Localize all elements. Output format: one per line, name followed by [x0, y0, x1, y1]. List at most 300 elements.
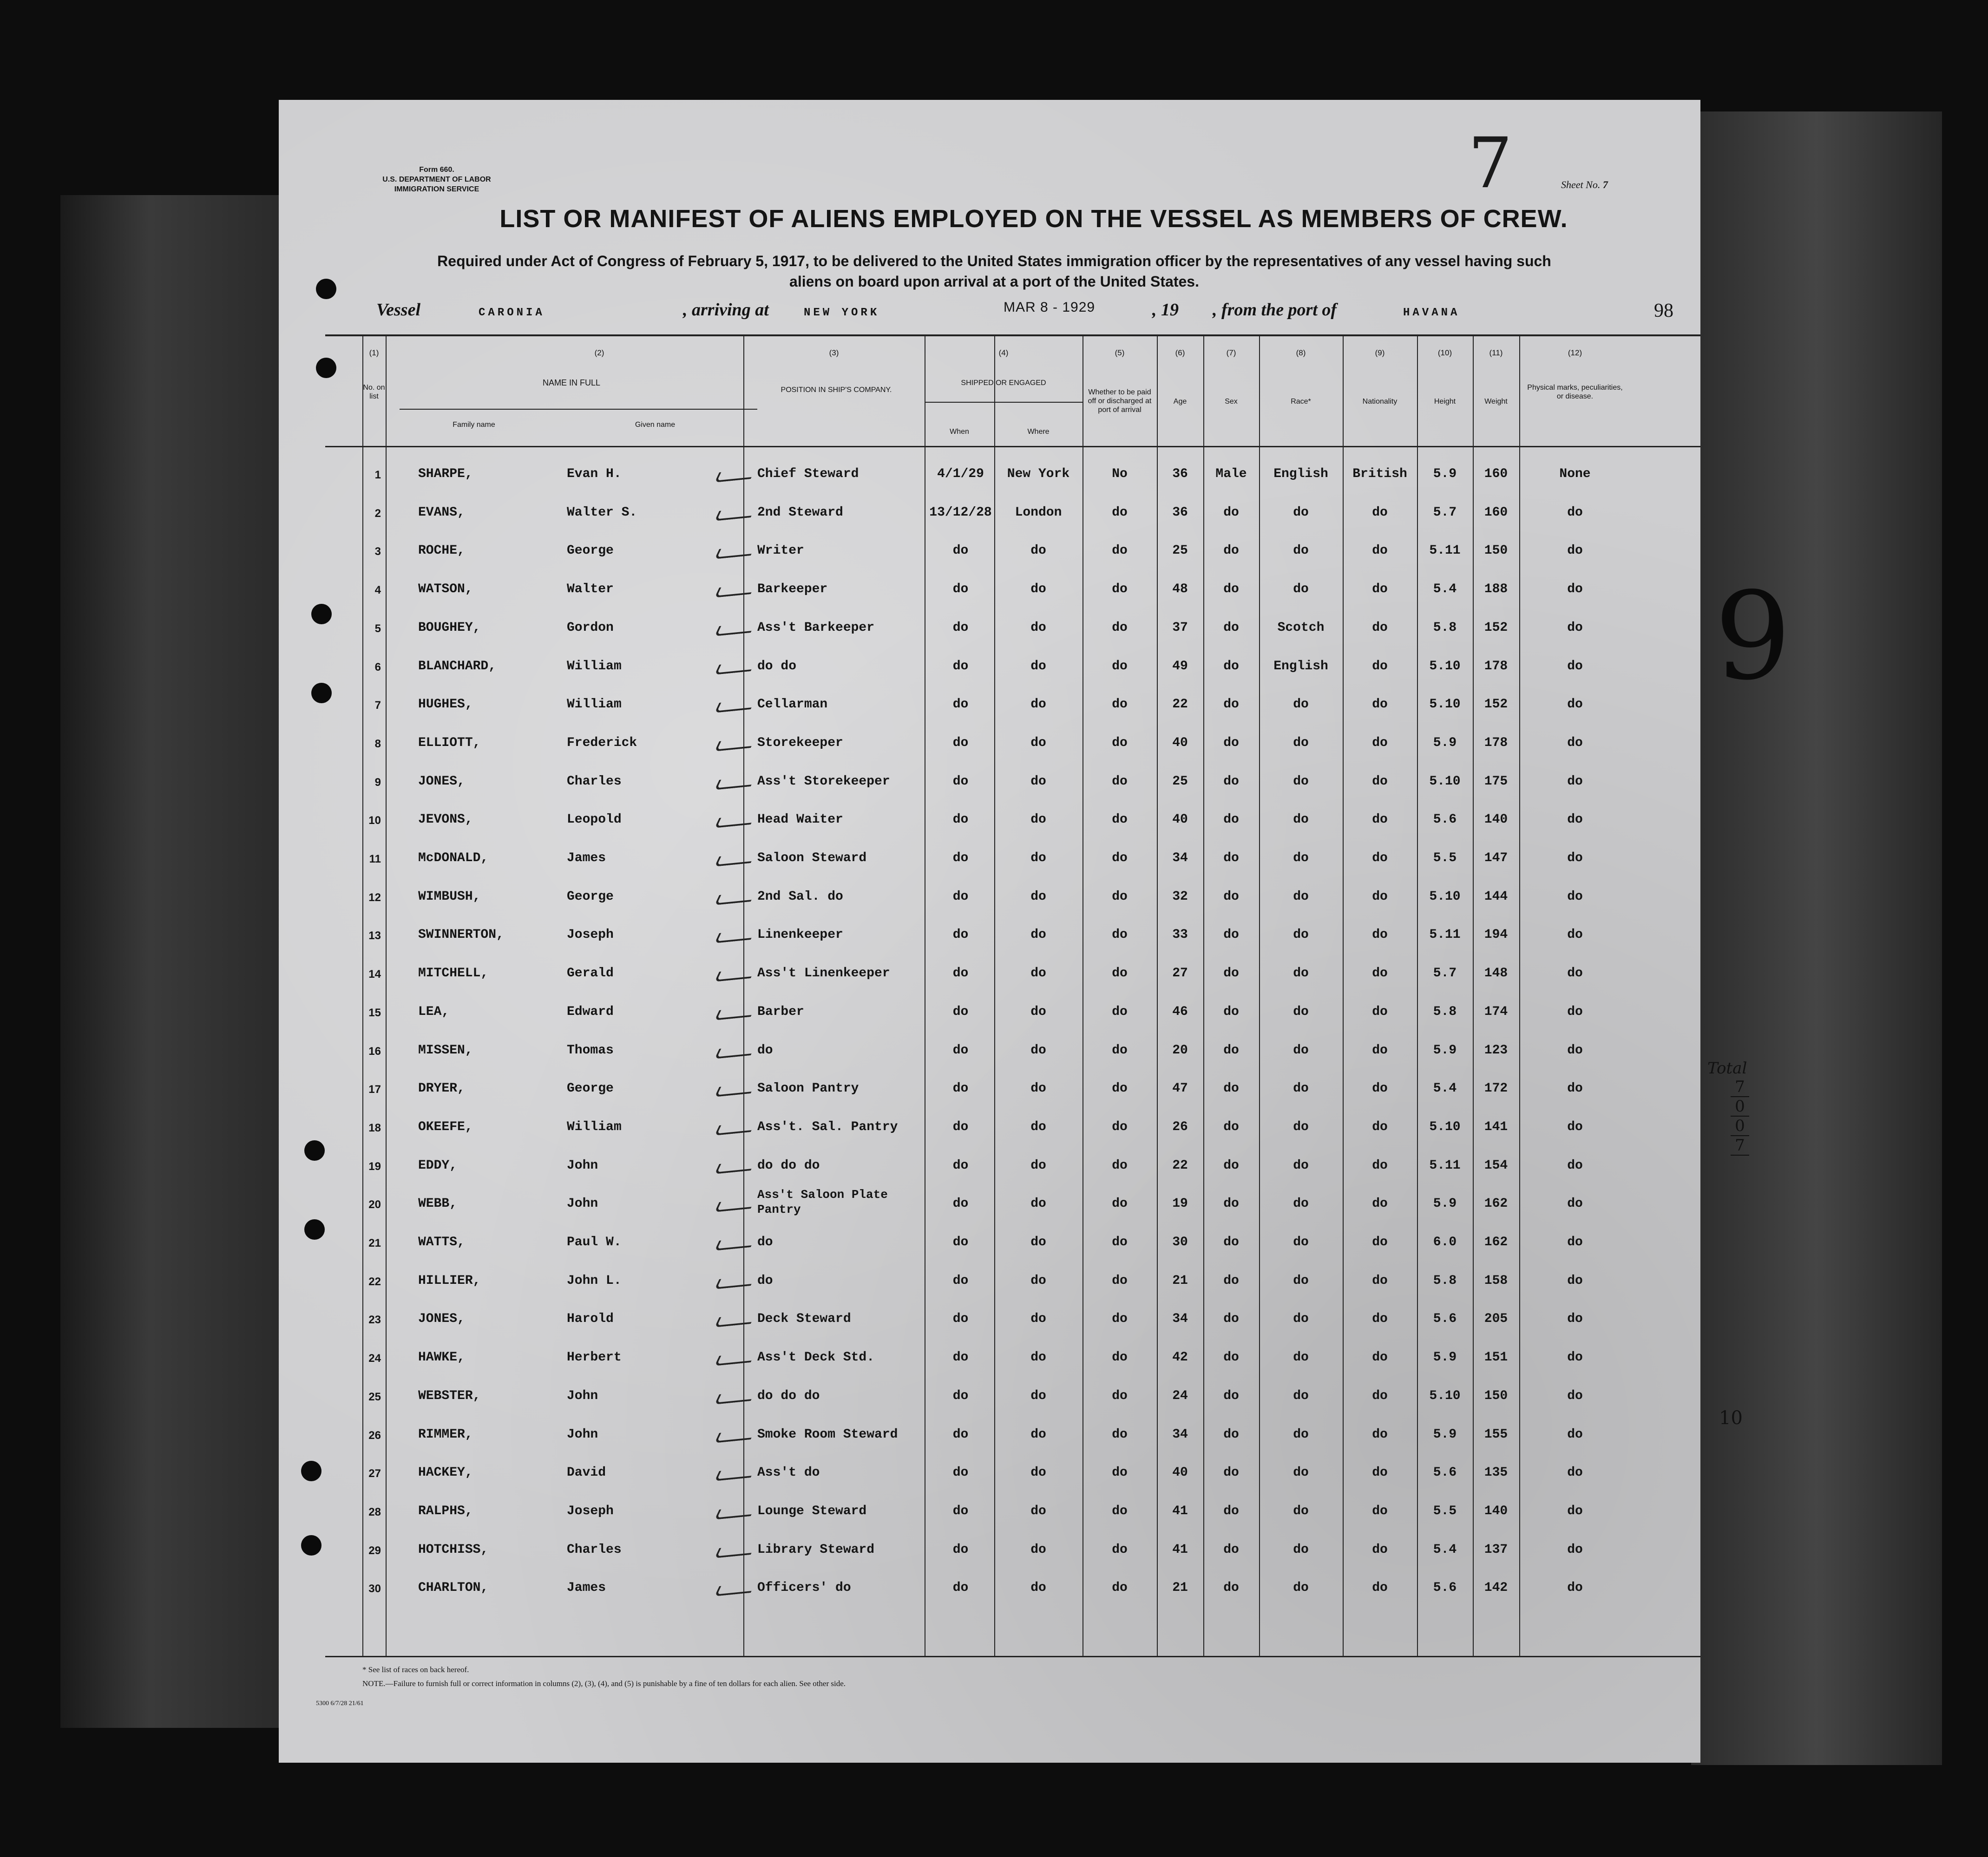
row-number: 25	[368, 1390, 381, 1403]
cell-family: JONES,	[418, 1312, 465, 1327]
cell-where: do	[1030, 659, 1046, 673]
col5-header: Whether to be paid off or discharged at port of arrival	[1088, 388, 1152, 414]
cell-sex: do	[1223, 697, 1239, 712]
subtitle-line-1: Required under Act of Congress of February 5, 1917, to be delivered to the United States immigration officer by the representatives of any vessel having such	[437, 253, 1551, 269]
cell-when: do	[952, 1119, 969, 1134]
vessel-label: Vessel	[376, 300, 420, 320]
cell-marks: do	[1567, 1158, 1583, 1173]
cell-paid: do	[1112, 812, 1128, 827]
department-block	[376, 165, 497, 194]
cell-marks: do	[1567, 1388, 1583, 1403]
cell-race: English	[1273, 659, 1328, 673]
cell-when: do	[952, 1581, 969, 1595]
cell-family: WEBB,	[418, 1197, 458, 1211]
row-number: 30	[368, 1582, 381, 1595]
cell-weight: 188	[1484, 582, 1508, 597]
cell-weight: 175	[1484, 774, 1508, 789]
cell-given: Harold	[567, 1312, 614, 1327]
cell-when: do	[952, 543, 969, 558]
department-name: U.S. DEPARTMENT OF LABOR	[382, 176, 491, 183]
cell-paid: do	[1112, 1158, 1128, 1173]
column-rule	[1259, 334, 1260, 1656]
cell-height: 5.4	[1433, 1542, 1457, 1557]
cell-given: Joseph	[567, 1504, 614, 1518]
cell-age: 37	[1172, 620, 1188, 635]
cell-position: do do do	[757, 1388, 820, 1403]
row-number: 17	[368, 1083, 381, 1096]
subtitle	[353, 251, 1635, 292]
arriving-label: , arriving at	[683, 300, 769, 320]
cell-height: 5.9	[1433, 1350, 1457, 1365]
column-rule	[1343, 334, 1344, 1656]
cell-position: do	[757, 1273, 773, 1288]
row-number: 2	[374, 507, 381, 520]
cell-height: 5.7	[1433, 966, 1457, 981]
cell-race: do	[1293, 1197, 1309, 1211]
margin-big-number: 9	[1714, 567, 1791, 707]
cell-marks: do	[1567, 1235, 1583, 1249]
cell-marks: do	[1567, 735, 1583, 750]
cell-family: OKEEFE,	[418, 1119, 473, 1134]
cell-height: 5.10	[1429, 1388, 1461, 1403]
cell-race: do	[1293, 1158, 1309, 1173]
cell-nat: do	[1372, 1542, 1388, 1557]
cell-race: do	[1293, 966, 1309, 981]
cell-given: Charles	[567, 1542, 622, 1557]
cell-position: Barkeeper	[757, 582, 828, 597]
cell-race: do	[1293, 697, 1309, 712]
cell-nat: do	[1372, 543, 1388, 558]
cell-nat: do	[1372, 1312, 1388, 1327]
cell-when: do	[952, 1197, 969, 1211]
cell-paid: do	[1112, 659, 1128, 673]
cell-paid: do	[1112, 1197, 1128, 1211]
cell-family: JONES,	[418, 774, 465, 789]
cell-age: 24	[1172, 1388, 1188, 1403]
cell-height: 5.11	[1429, 928, 1461, 942]
cell-age: 41	[1172, 1542, 1188, 1557]
cell-sex: do	[1223, 1465, 1239, 1480]
row-number: 16	[368, 1045, 381, 1058]
cell-position: Deck Steward	[757, 1312, 851, 1327]
cell-where: do	[1030, 1081, 1046, 1096]
cell-when: do	[952, 1427, 969, 1442]
cell-sex: do	[1223, 774, 1239, 789]
cell-family: HILLIER,	[418, 1273, 481, 1288]
col5-number: (5)	[1115, 348, 1125, 357]
penalty-note: NOTE.—Failure to furnish full or correct information in columns (2), (3), (4), and (5) is punishable by a fine of ten dollars for each alien. See other side.	[362, 1679, 846, 1688]
cell-weight: 140	[1484, 812, 1508, 827]
cell-marks: None	[1559, 467, 1591, 481]
cell-weight: 205	[1484, 1312, 1508, 1327]
row-number: 11	[369, 853, 381, 865]
cell-given: David	[567, 1465, 606, 1480]
cell-age: 22	[1172, 697, 1188, 712]
cell-age: 46	[1172, 1004, 1188, 1019]
cell-family: MISSEN,	[418, 1043, 473, 1058]
cell-paid: do	[1112, 928, 1128, 942]
cell-race: do	[1293, 1043, 1309, 1058]
cell-weight: 135	[1484, 1465, 1508, 1480]
cell-paid: do	[1112, 1542, 1128, 1557]
cell-weight: 152	[1484, 620, 1508, 635]
cell-height: 5.8	[1433, 1004, 1457, 1019]
cell-age: 40	[1172, 812, 1188, 827]
cell-weight: 147	[1484, 851, 1508, 865]
cell-race: do	[1293, 928, 1309, 942]
cell-weight: 194	[1484, 928, 1508, 942]
col7-number: (7)	[1226, 348, 1236, 357]
cell-height: 5.10	[1429, 697, 1461, 712]
cell-where: New York	[1007, 467, 1070, 481]
cell-height: 5.8	[1433, 620, 1457, 635]
cell-height: 5.11	[1429, 1158, 1461, 1173]
cell-weight: 154	[1484, 1158, 1508, 1173]
cell-height: 5.6	[1433, 1312, 1457, 1327]
cell-marks: do	[1567, 1504, 1583, 1518]
cell-marks: do	[1567, 928, 1583, 942]
cell-where: London	[1015, 505, 1062, 520]
cell-paid: do	[1112, 543, 1128, 558]
punch-hole	[316, 358, 336, 378]
cell-race: do	[1293, 889, 1309, 904]
cell-paid: do	[1112, 620, 1128, 635]
cell-where: do	[1030, 851, 1046, 865]
cell-sex: do	[1223, 1197, 1239, 1211]
cell-nat: do	[1372, 620, 1388, 635]
row-number: 10	[368, 814, 381, 827]
cell-sex: do	[1223, 966, 1239, 981]
punch-hole	[311, 604, 332, 624]
cell-height: 5.5	[1433, 1504, 1457, 1518]
cell-where: do	[1030, 1235, 1046, 1249]
cell-paid: do	[1112, 889, 1128, 904]
cell-family: EVANS,	[418, 505, 465, 520]
col6-number: (6)	[1175, 348, 1185, 357]
manifest-sheet	[279, 100, 1700, 1763]
cell-position: Saloon Pantry	[757, 1081, 859, 1096]
cell-height: 5.5	[1433, 851, 1457, 865]
cell-nat: do	[1372, 1465, 1388, 1480]
cell-position: Ass't. Sal. Pantry	[757, 1119, 898, 1134]
row-number: 21	[368, 1237, 381, 1249]
row-number: 5	[374, 622, 381, 635]
cell-nat: do	[1372, 1235, 1388, 1249]
subtitle-line-2: aliens on board upon arrival at a port of the United States.	[789, 273, 1199, 290]
cell-height: 5.7	[1433, 505, 1457, 520]
cell-family: BOUGHEY,	[418, 620, 481, 635]
cell-where: do	[1030, 1581, 1046, 1595]
cell-where: do	[1030, 1004, 1046, 1019]
cell-given: Leopold	[567, 812, 622, 827]
cell-sex: do	[1223, 1273, 1239, 1288]
shipped-subrule	[925, 402, 1083, 403]
cell-family: ROCHE,	[418, 543, 465, 558]
cell-when: do	[952, 774, 969, 789]
cell-where: do	[1030, 1273, 1046, 1288]
cell-paid: do	[1112, 735, 1128, 750]
table-bottom-rule	[325, 1656, 1700, 1657]
cell-weight: 174	[1484, 1004, 1508, 1019]
arrival-port: NEW YORK	[804, 307, 880, 319]
cell-weight: 140	[1484, 1504, 1508, 1518]
cell-sex: do	[1223, 928, 1239, 942]
cell-nat: do	[1372, 1504, 1388, 1518]
cell-age: 36	[1172, 505, 1188, 520]
cell-nat: do	[1372, 505, 1388, 520]
cell-age: 33	[1172, 928, 1188, 942]
vessel-name: CARONIA	[479, 307, 545, 319]
cell-marks: do	[1567, 1542, 1583, 1557]
cell-race: do	[1293, 1273, 1309, 1288]
table-top-rule	[325, 334, 1700, 336]
punch-hole	[304, 1140, 325, 1161]
cell-sex: Male	[1215, 467, 1247, 481]
cell-nat: do	[1372, 1043, 1388, 1058]
cell-when: do	[952, 1388, 969, 1403]
cell-marks: do	[1567, 774, 1583, 789]
cell-where: do	[1030, 582, 1046, 597]
cell-paid: do	[1112, 1504, 1128, 1518]
cell-family: SWINNERTON,	[418, 928, 504, 942]
cell-height: 5.10	[1429, 1119, 1461, 1134]
cell-marks: do	[1567, 582, 1583, 597]
cell-paid: do	[1112, 1043, 1128, 1058]
cell-given: William	[567, 1119, 622, 1134]
from-port: HAVANA	[1403, 307, 1460, 319]
cell-sex: do	[1223, 659, 1239, 673]
cell-where: do	[1030, 1312, 1046, 1327]
cell-race: Scotch	[1277, 620, 1325, 635]
column-rule	[994, 334, 995, 1656]
punch-hole	[304, 1219, 325, 1240]
cell-position: Smoke Room Steward	[757, 1427, 898, 1442]
cell-height: 6.0	[1433, 1235, 1457, 1249]
cell-when: do	[952, 1158, 969, 1173]
col2-header: NAME IN FULL	[542, 378, 601, 387]
col6-header: Age	[1173, 398, 1187, 405]
cell-when: do	[952, 1081, 969, 1096]
col9-header: Nationality	[1362, 398, 1398, 405]
cell-where: do	[1030, 1350, 1046, 1365]
cell-when: do	[952, 1273, 969, 1288]
cell-nat: do	[1372, 1197, 1388, 1211]
cell-position: Saloon Steward	[757, 851, 867, 865]
film-strip-left	[60, 195, 283, 1728]
cell-nat: do	[1372, 735, 1388, 750]
cell-when: do	[952, 1542, 969, 1557]
cell-given: Edward	[567, 1004, 614, 1019]
cell-position: Ass't Barkeeper	[757, 620, 875, 635]
cell-when: do	[952, 1043, 969, 1058]
cell-age: 27	[1172, 966, 1188, 981]
cell-height: 5.8	[1433, 1273, 1457, 1288]
cell-when: do	[952, 851, 969, 865]
col11-header: Weight	[1484, 398, 1508, 405]
cell-sex: do	[1223, 1350, 1239, 1365]
cell-position: Officers' do	[757, 1581, 851, 1595]
cell-position: Barber	[757, 1004, 804, 1019]
cell-age: 19	[1172, 1197, 1188, 1211]
cell-sex: do	[1223, 812, 1239, 827]
cell-when: do	[952, 1004, 969, 1019]
cell-nat: do	[1372, 889, 1388, 904]
column-rule	[743, 334, 744, 1656]
cell-where: do	[1030, 928, 1046, 942]
cell-where: do	[1030, 812, 1046, 827]
cell-nat: do	[1372, 1004, 1388, 1019]
cell-family: HOTCHISS,	[418, 1542, 489, 1557]
cell-position: Linenkeeper	[757, 928, 843, 942]
cell-weight: 178	[1484, 659, 1508, 673]
row-number: 3	[374, 545, 381, 558]
cell-nat: do	[1372, 1388, 1388, 1403]
cell-nat: do	[1372, 966, 1388, 981]
form-number: Form 660.	[419, 166, 454, 174]
cell-given: John	[567, 1158, 598, 1173]
cell-weight: 160	[1484, 505, 1508, 520]
cell-race: do	[1293, 1388, 1309, 1403]
cell-race: do	[1293, 543, 1309, 558]
cell-paid: do	[1112, 1004, 1128, 1019]
margin-total-value: 0	[1731, 1097, 1749, 1117]
cell-age: 26	[1172, 1119, 1188, 1134]
cell-nat: do	[1372, 1350, 1388, 1365]
cell-marks: do	[1567, 851, 1583, 865]
cell-nat: do	[1372, 1427, 1388, 1442]
cell-position: Writer	[757, 543, 804, 558]
col12-header: Physical marks, peculiarities, or disease.	[1527, 384, 1623, 400]
cell-sex: do	[1223, 1004, 1239, 1019]
cell-where: do	[1030, 1465, 1046, 1480]
cell-where: do	[1030, 1119, 1046, 1134]
cell-sex: do	[1223, 543, 1239, 558]
col2-number: (2)	[594, 348, 604, 357]
cell-sex: do	[1223, 1388, 1239, 1403]
cell-position: Library Steward	[757, 1542, 875, 1557]
cell-nat: do	[1372, 928, 1388, 942]
cell-marks: do	[1567, 1043, 1583, 1058]
cell-family: RIMMER,	[418, 1427, 473, 1442]
cell-family: WEBSTER,	[418, 1388, 481, 1403]
column-rule	[1203, 334, 1204, 1656]
cell-given: Gerald	[567, 966, 614, 981]
cell-where: do	[1030, 1043, 1046, 1058]
row-number: 9	[374, 776, 381, 789]
cell-paid: do	[1112, 1465, 1128, 1480]
cell-position: do	[757, 1043, 773, 1058]
cell-age: 48	[1172, 582, 1188, 597]
cell-family: JEVONS,	[418, 812, 473, 827]
col1-header: No. on list	[363, 384, 385, 400]
arrival-date: MAR 8 - 1929	[1004, 300, 1096, 315]
cell-paid: do	[1112, 505, 1128, 520]
cell-when: do	[952, 1465, 969, 1480]
punch-hole	[301, 1461, 321, 1481]
col9-number: (9)	[1375, 348, 1385, 357]
cell-when: do	[952, 735, 969, 750]
cell-nat: do	[1372, 697, 1388, 712]
cell-race: do	[1293, 1081, 1309, 1096]
cell-given: Joseph	[567, 928, 614, 942]
cell-age: 20	[1172, 1043, 1188, 1058]
cell-given: James	[567, 1581, 606, 1595]
row-number: 7	[374, 699, 381, 712]
cell-when: do	[952, 620, 969, 635]
cell-when: do	[952, 812, 969, 827]
cell-paid: do	[1112, 774, 1128, 789]
cell-position: Chief Steward	[757, 467, 859, 481]
cell-paid: do	[1112, 582, 1128, 597]
cell-when: do	[952, 697, 969, 712]
cell-where: do	[1030, 1197, 1046, 1211]
cell-where: do	[1030, 966, 1046, 981]
cell-height: 5.11	[1429, 543, 1461, 558]
cell-paid: do	[1112, 1350, 1128, 1365]
cell-given: Paul W.	[567, 1235, 622, 1249]
cell-race: do	[1293, 1312, 1309, 1327]
cell-age: 42	[1172, 1350, 1188, 1365]
cell-paid: do	[1112, 1581, 1128, 1595]
cell-sex: do	[1223, 1542, 1239, 1557]
cell-nat: do	[1372, 812, 1388, 827]
cell-age: 36	[1172, 467, 1188, 481]
sheet-number	[1561, 179, 1608, 191]
cell-paid: do	[1112, 1081, 1128, 1096]
cell-age: 30	[1172, 1235, 1188, 1249]
cell-race: do	[1293, 1350, 1309, 1365]
row-number: 24	[368, 1352, 381, 1365]
cell-sex: do	[1223, 505, 1239, 520]
cell-where: do	[1030, 1542, 1046, 1557]
cell-weight: 150	[1484, 543, 1508, 558]
cell-family: LEA,	[418, 1004, 450, 1019]
cell-sex: do	[1223, 735, 1239, 750]
row-number: 4	[374, 584, 381, 597]
cell-family: CHARLTON,	[418, 1581, 489, 1595]
cell-weight: 162	[1484, 1235, 1508, 1249]
cell-sex: do	[1223, 1235, 1239, 1249]
cell-position: do do	[757, 659, 797, 673]
cell-family: HACKEY,	[418, 1465, 473, 1480]
margin-total-value: 7	[1731, 1136, 1749, 1156]
cell-weight: 158	[1484, 1273, 1508, 1288]
cell-race: do	[1293, 1581, 1309, 1595]
cell-given: William	[567, 697, 622, 712]
col10-header: Height	[1434, 398, 1456, 405]
cell-given: James	[567, 851, 606, 865]
cell-family: ELLIOTT,	[418, 735, 481, 750]
cell-given: Gordon	[567, 620, 614, 635]
sheet-label: Sheet No.	[1561, 179, 1601, 190]
cell-race: English	[1273, 467, 1328, 481]
cell-sex: do	[1223, 582, 1239, 597]
cell-given: John L.	[567, 1273, 622, 1288]
cell-given: George	[567, 889, 614, 904]
cell-race: do	[1293, 582, 1309, 597]
service-name: IMMIGRATION SERVICE	[394, 185, 479, 193]
col2b-header: Given name	[635, 421, 676, 429]
margin-total-value: 0	[1731, 1117, 1749, 1136]
cell-race: do	[1293, 1119, 1309, 1134]
col10-number: (10)	[1437, 348, 1452, 357]
punch-hole	[301, 1535, 321, 1556]
cell-when: do	[952, 1504, 969, 1518]
cell-paid: do	[1112, 1427, 1128, 1442]
cell-age: 25	[1172, 774, 1188, 789]
cell-position: Ass't Deck Std.	[757, 1350, 875, 1365]
cell-paid: do	[1112, 851, 1128, 865]
